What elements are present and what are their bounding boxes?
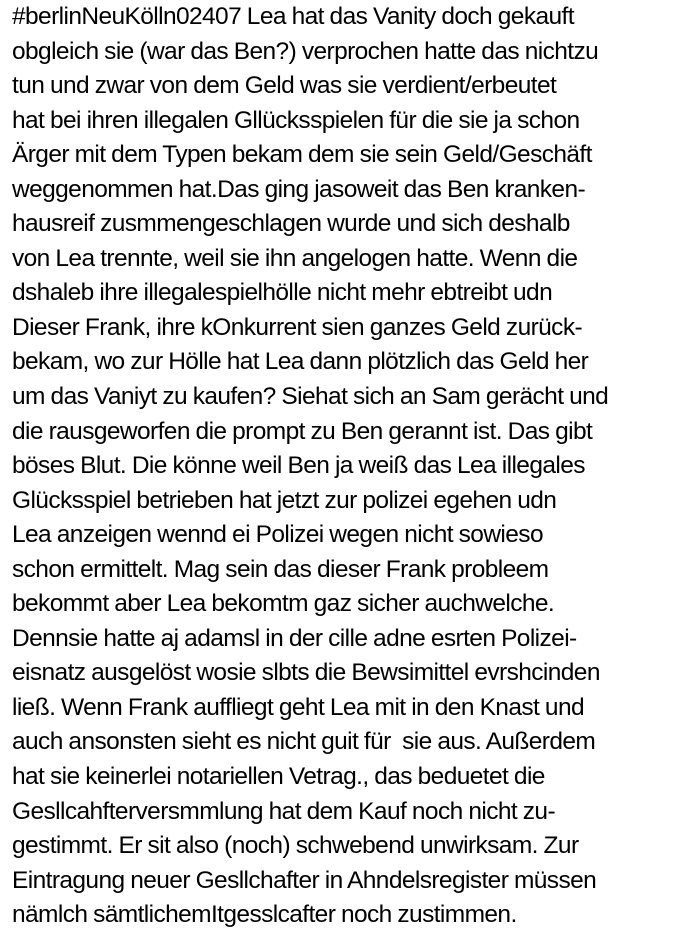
text-line: Lea anzeigen wennd ei Polizei wegen nicht sowieso <box>12 521 543 549</box>
body-text <box>12 0 682 933</box>
text-line: hat sie keinerlei notariellen Vetrag., das beduetet die <box>12 763 545 791</box>
text-line: nämlch sämtlichemItgesslcafter noch zustimmen. <box>12 901 517 929</box>
text-line: bekommt aber Lea bekomtm gaz sicher auchwelche. <box>12 590 555 618</box>
text-line: hausreif zusmmengeschlagen wurde und sich deshalb <box>12 210 570 238</box>
text-line: eisnatz ausgelöst wosie slbts die Bewsimittel evrshcinden <box>12 659 600 687</box>
text-line: weggenommen hat.Das ging jasoweit das Ben kranken- <box>12 175 586 203</box>
text-line: auch ansonsten sieht es nicht guit für sie aus. Außerdem <box>12 728 596 756</box>
text-line: Ärger mit dem Typen bekam dem sie sein Geld/Geschäft <box>12 141 592 169</box>
text-line: #berlinNeuKölln02407 Lea hat das Vanity doch gekauft <box>12 3 574 30</box>
text-line: obgleich sie (war das Ben?) verprochen hatte das nichtzu <box>12 37 599 65</box>
text-line: von Lea trennte, weil sie ihn angelogen hatte. Wenn die <box>12 244 578 272</box>
text-line: um das Vaniyt zu kaufen? Siehat sich an Sam gerächt und <box>12 383 609 411</box>
text-line: Dennsie hatte aj adamsl in der cille adne esrten Polizei- <box>12 624 577 652</box>
text-line: bekam, wo zur Hölle hat Lea dann plötzlich das Geld her <box>12 348 589 376</box>
text-line: Dieser Frank, ihre kOnkurrent sien ganzes Geld zurück- <box>12 313 583 341</box>
text-line: Eintragung neuer Gesllchafter in Ahndelsregister müssen <box>12 866 597 894</box>
text-line: Gesllcahfterversmmlung hat dem Kauf noch nicht zu- <box>12 797 556 825</box>
text-line: tun und zwar von dem Geld was sie verdient/erbeutet <box>12 72 557 100</box>
text-line: gestimmt. Er sit also (noch) schwebend unwirksam. Zur <box>12 832 579 860</box>
text-line: dshaleb ihre illegalespielhölle nicht mehr ebtreibt udn <box>12 279 553 307</box>
text-line: böses Blut. Die könne weil Ben ja weiß das Lea illegales <box>12 452 585 480</box>
text-line: ließ. Wenn Frank auffliegt geht Lea mit in den Knast und <box>12 693 584 721</box>
text-line: schon ermittelt. Mag sein das dieser Frank probleem <box>12 555 549 583</box>
text-line: Glücksspiel betrieben hat jetzt zur polizei egehen udn <box>12 486 557 514</box>
text-line: die rausgeworfen die prompt zu Ben gerannt ist. Das gibt <box>12 417 593 445</box>
text-line: hat bei ihren illegalen Gllücksspielen für die sie ja schon <box>12 106 580 134</box>
